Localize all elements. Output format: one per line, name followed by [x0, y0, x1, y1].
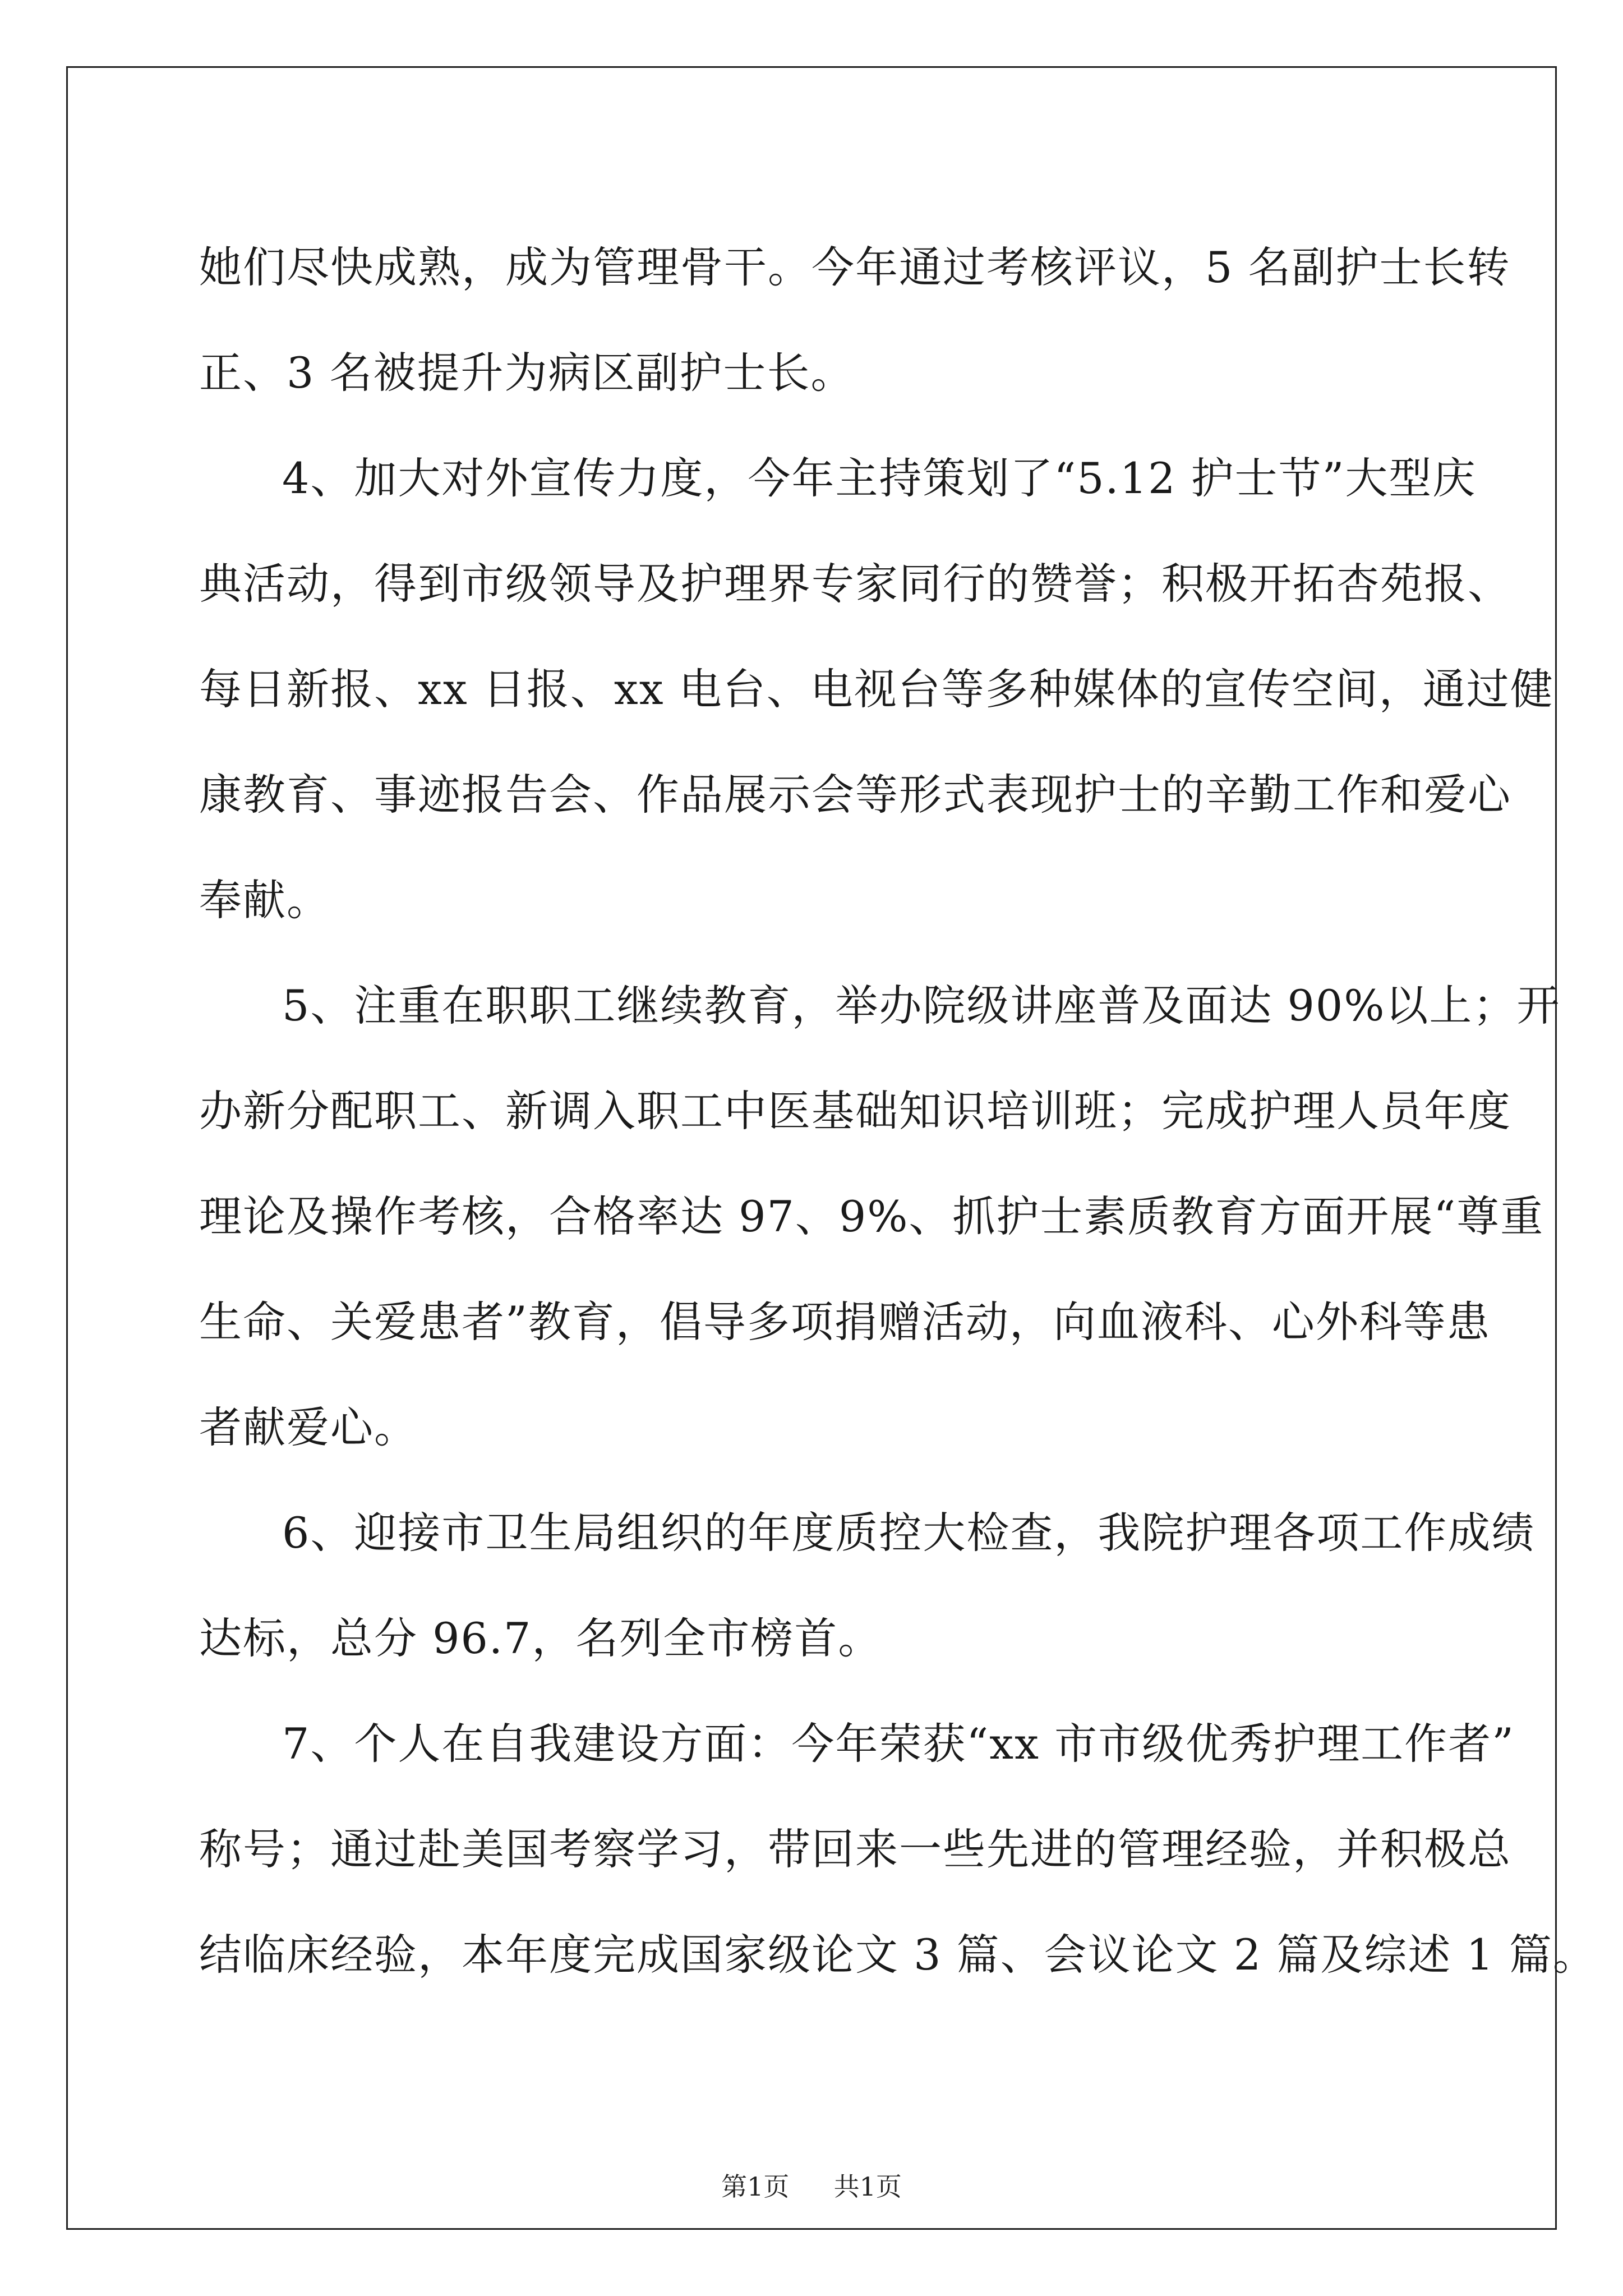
paragraph-line: 理论及操作考核，合格率达 97、9%、抓护士素质教育方面开展“尊重 [199, 1191, 1544, 1241]
paragraph-line: 达标，总分 96.7，名列全市榜首。 [199, 1613, 882, 1663]
paragraph-line: 康教育、事迹报告会、作品展示会等形式表现护士的辛勤工作和爱心 [199, 770, 1511, 820]
paragraph-line: 称号；通过赴美国考察学习，带回来一些先进的管理经验，并积极总 [199, 1824, 1511, 1874]
paragraph-line: 办新分配职工、新调入职工中医基础知识培训班；完成护理人员年度 [199, 1086, 1511, 1136]
page-total: 共1页 [833, 2171, 902, 2202]
page-footer [0, 2170, 1623, 2203]
document-body [199, 215, 1597, 2008]
paragraph-line: 她们尽快成熟，成为管理骨干。今年通过考核评议，5 名副护士长转 [199, 242, 1511, 292]
page-number: 第1页 [721, 2171, 790, 2202]
paragraph-line: 5、注重在职职工继续教育，举办院级讲座普及面达 90%以上；开 [282, 981, 1561, 1030]
paragraph-line: 每日新报、xx 日报、xx 电台、电视台等多种媒体的宣传空间，通过健 [199, 664, 1554, 714]
paragraph-line: 生命、关爱患者”教育，倡导多项捐赠活动，向血液科、心外科等患 [199, 1297, 1491, 1347]
paragraph-line: 7、个人在自我建设方面：今年荣获“xx 市市级优秀护理工作者” [282, 1719, 1515, 1769]
paragraph-line: 者献爱心。 [199, 1402, 418, 1452]
paragraph-line: 6、迎接市卫生局组织的年度质控大检查，我院护理各项工作成绩 [282, 1508, 1536, 1558]
paragraph-line: 典活动，得到市级领导及护理界专家同行的赞誉；积极开拓杏苑报、 [199, 559, 1511, 609]
paragraph-line: 结临床经验，本年度完成国家级论文 3 篇、会议论文 2 篇及综述 1 篇。 [199, 1930, 1597, 1980]
paragraph-line: 正、3 名被提升为病区副护士长。 [199, 348, 855, 398]
paragraph-line: 奉献。 [199, 875, 330, 925]
paragraph-line: 4、加大对外宣传力度，今年主持策划了“5.12 护士节”大型庆 [282, 453, 1477, 503]
